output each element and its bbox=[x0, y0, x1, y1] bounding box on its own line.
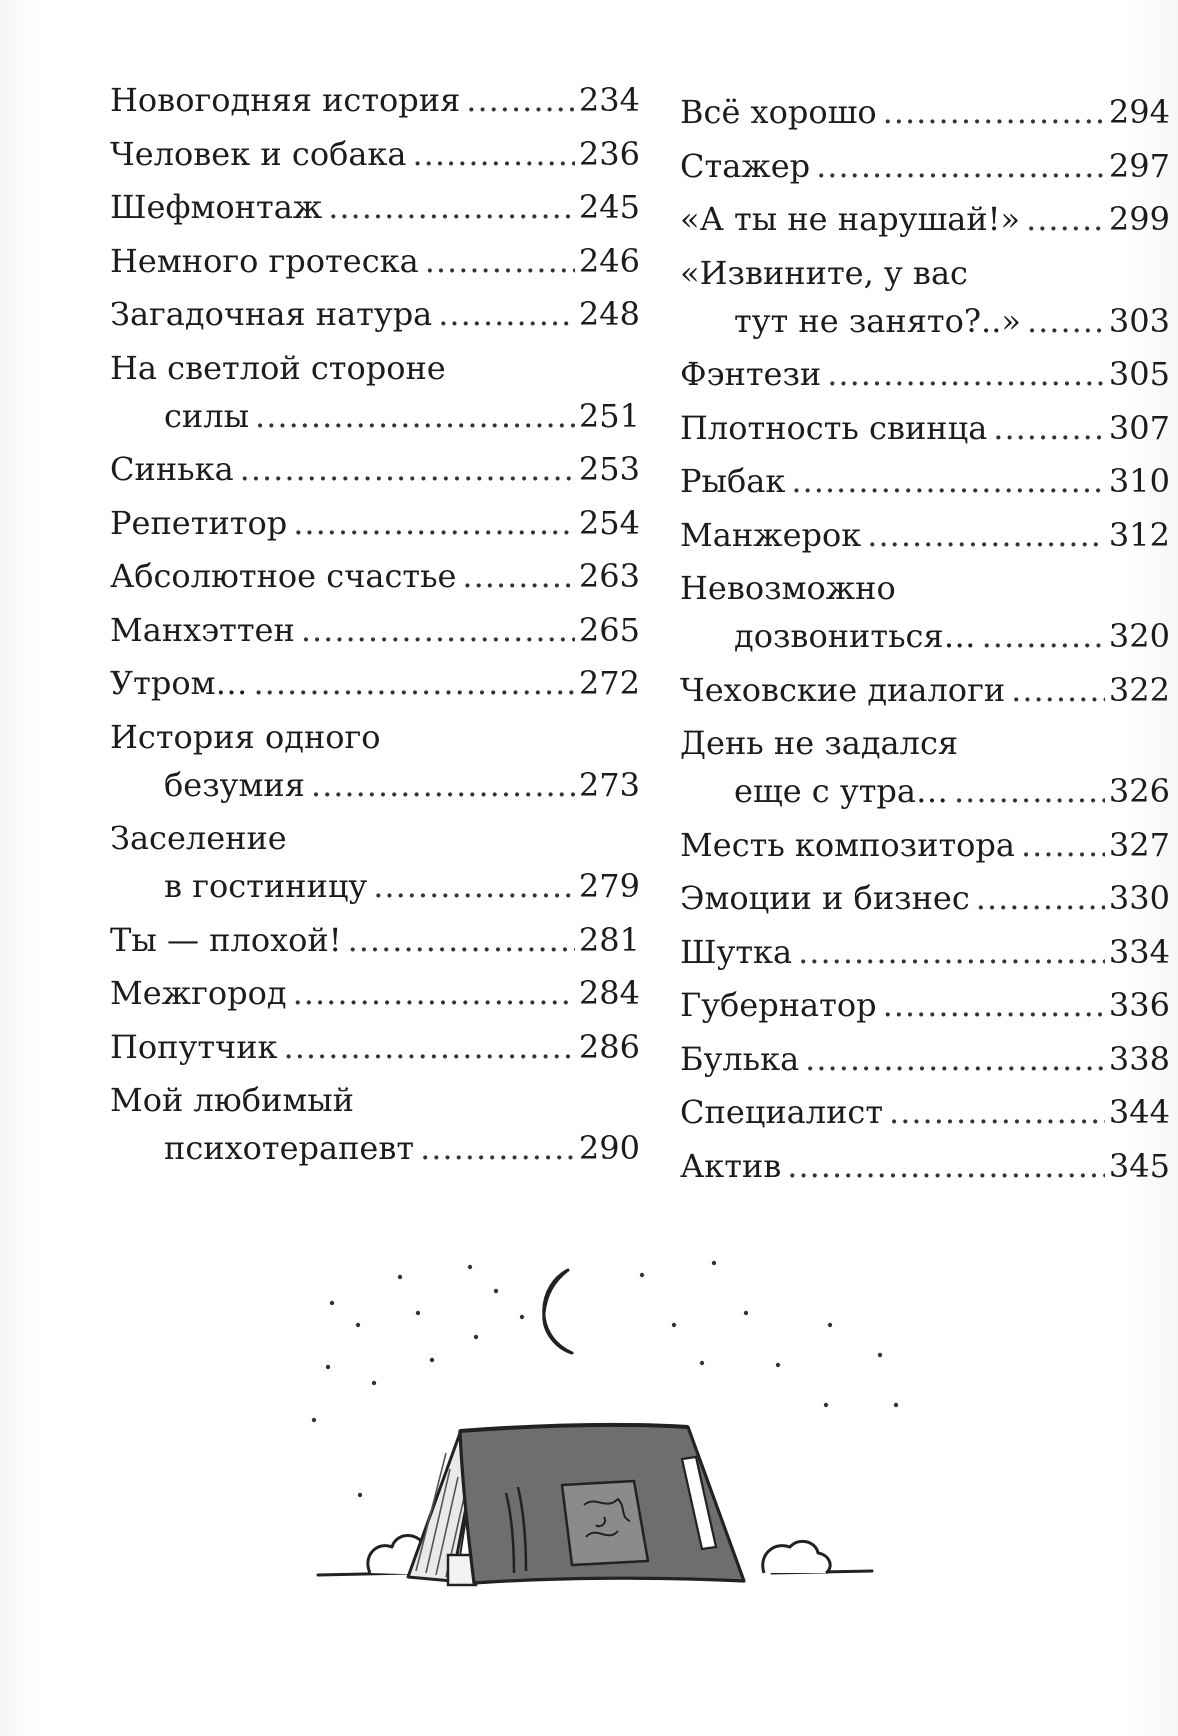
tent-book-icon bbox=[408, 1425, 744, 1585]
dot-leader bbox=[889, 1088, 1105, 1136]
toc-entry-page-number: 320 bbox=[1108, 617, 1170, 655]
toc-entry-row bbox=[680, 767, 1170, 815]
toc-entry-row bbox=[110, 76, 640, 124]
dot-leader bbox=[240, 445, 575, 493]
toc-entry-row bbox=[110, 1124, 640, 1172]
toc-entry-title: Фэнтези bbox=[680, 355, 822, 393]
toc-entry-row bbox=[680, 404, 1170, 452]
star-icon bbox=[430, 1358, 434, 1362]
toc-entry-title: «А ты не нарушай!» bbox=[680, 200, 1021, 238]
toc-entry-title-line1: История одного bbox=[110, 717, 381, 756]
dot-leader bbox=[293, 499, 575, 547]
star-icon bbox=[326, 1365, 330, 1369]
star-icon bbox=[356, 1323, 360, 1327]
toc-entry-row bbox=[680, 88, 1170, 136]
toc-entry-row bbox=[680, 874, 1170, 922]
toc-entry-row bbox=[110, 130, 640, 178]
toc-entry-row bbox=[680, 457, 1170, 505]
toc-entry-row bbox=[680, 142, 1170, 190]
toc-entry bbox=[110, 916, 640, 964]
dot-leader bbox=[1011, 666, 1105, 714]
toc-entry bbox=[680, 666, 1170, 714]
toc-entry-page-number: 322 bbox=[1108, 670, 1170, 709]
toc-entry-title: Чеховские диалоги bbox=[680, 670, 1006, 709]
toc-entry bbox=[110, 290, 640, 338]
toc-entry bbox=[680, 1088, 1170, 1136]
dot-leader bbox=[348, 916, 575, 964]
toc-entry-title: Репетитор bbox=[110, 503, 288, 542]
dot-leader bbox=[1026, 195, 1105, 243]
toc-entry-title: силы bbox=[164, 396, 250, 435]
star-icon bbox=[744, 1311, 748, 1315]
toc-entry bbox=[680, 511, 1170, 559]
toc-entry-row bbox=[110, 445, 640, 493]
dot-leader bbox=[413, 130, 575, 178]
toc-entry-title: Губернатор bbox=[680, 986, 877, 1024]
star-icon bbox=[672, 1323, 676, 1327]
toc-entry-page-number: 248 bbox=[578, 295, 640, 333]
toc-entry-row bbox=[110, 916, 640, 964]
dot-leader bbox=[883, 981, 1105, 1029]
toc-entry-title-line1: «Извините, у вас bbox=[680, 253, 968, 292]
toc-entry-title: Загадочная натура bbox=[110, 295, 433, 333]
toc-entry-row bbox=[680, 981, 1170, 1029]
toc-entry-title-line1: Заселение bbox=[110, 819, 287, 857]
toc-entry-row bbox=[110, 659, 640, 707]
dot-leader bbox=[1027, 297, 1105, 345]
toc-entry bbox=[680, 195, 1170, 243]
toc-entry-page-number: 286 bbox=[578, 1027, 640, 1066]
toc-entry-page-number: 253 bbox=[578, 450, 640, 488]
toc-entry-row bbox=[110, 183, 640, 231]
dot-leader bbox=[328, 183, 575, 231]
toc-entry-title: Стажер bbox=[680, 146, 811, 185]
toc-entry-row bbox=[110, 969, 640, 1017]
dot-leader bbox=[311, 761, 575, 809]
toc-entry-page-number: 254 bbox=[578, 503, 640, 542]
toc-entry bbox=[680, 981, 1170, 1029]
toc-entry-row bbox=[680, 928, 1170, 976]
toc-right-column bbox=[680, 88, 1170, 1195]
star-icon bbox=[878, 1353, 882, 1357]
toc-entry-title: еще с утра… bbox=[734, 772, 948, 810]
toc-entry-page-number: 245 bbox=[578, 188, 640, 226]
toc-entry bbox=[680, 457, 1170, 505]
toc-entry-title-line1: Невозможно bbox=[680, 569, 896, 607]
toc-entry bbox=[110, 713, 640, 809]
dot-leader bbox=[253, 659, 574, 707]
toc-entry bbox=[680, 88, 1170, 136]
toc-entry-title: безумия bbox=[164, 765, 305, 804]
toc-entry-row bbox=[110, 1023, 640, 1071]
toc-entry bbox=[110, 969, 640, 1017]
toc-entry-row bbox=[110, 552, 640, 600]
star-icon bbox=[474, 1335, 478, 1339]
toc-entry bbox=[680, 249, 1170, 345]
dot-leader bbox=[462, 552, 575, 600]
toc-entry-page-number: 307 bbox=[1108, 408, 1170, 447]
toc-entry-row bbox=[680, 195, 1170, 243]
star-icon bbox=[416, 1311, 420, 1315]
toc-entry-row bbox=[110, 761, 640, 809]
toc-entry-page-number: 327 bbox=[1108, 825, 1170, 864]
toc-entry-page-number: 273 bbox=[578, 765, 640, 804]
toc-entry-title: Синька bbox=[110, 450, 234, 488]
bush-icon bbox=[763, 1541, 830, 1573]
toc-entry bbox=[680, 404, 1170, 452]
toc-entry-title: Ты — плохой! bbox=[110, 920, 342, 959]
dot-leader bbox=[816, 142, 1105, 190]
toc-entry-title: Абсолютное счастье bbox=[110, 557, 457, 595]
moon-icon bbox=[544, 1270, 572, 1353]
toc-entry-row bbox=[680, 511, 1170, 559]
toc-entry-title: Эмоции и бизнес bbox=[680, 879, 970, 917]
toc-entry-page-number: 305 bbox=[1108, 355, 1170, 393]
toc-entry-row bbox=[680, 612, 1170, 660]
star-icon bbox=[828, 1323, 832, 1327]
toc-entry-row bbox=[680, 666, 1170, 714]
dot-leader bbox=[993, 404, 1105, 452]
toc-entry bbox=[680, 350, 1170, 398]
toc-entry bbox=[110, 183, 640, 231]
toc-entry bbox=[110, 344, 640, 440]
toc-entry bbox=[110, 76, 640, 124]
toc-entry-page-number: 312 bbox=[1108, 515, 1170, 554]
dot-leader bbox=[827, 350, 1105, 398]
star-icon bbox=[824, 1403, 828, 1407]
toc-entry-page-number: 294 bbox=[1108, 93, 1170, 131]
toc-entry-page-number: 303 bbox=[1108, 301, 1170, 340]
toc-entry-title-line1: День не задался bbox=[680, 724, 959, 762]
star-icon bbox=[372, 1381, 376, 1385]
dot-leader bbox=[373, 862, 575, 910]
dot-leader bbox=[883, 88, 1105, 136]
toc-entry bbox=[110, 499, 640, 547]
dot-leader bbox=[420, 1124, 575, 1172]
toc-entry-title: тут не занято?..» bbox=[734, 301, 1021, 340]
toc-entry-page-number: 246 bbox=[578, 241, 640, 280]
toc-entry bbox=[110, 1076, 640, 1172]
toc-entry-title: Специалист bbox=[680, 1093, 884, 1131]
toc-entry-title: Попутчик bbox=[110, 1027, 278, 1066]
dot-leader bbox=[976, 874, 1105, 922]
toc-entry-row bbox=[680, 297, 1170, 345]
toc-entry bbox=[110, 659, 640, 707]
dot-leader bbox=[438, 290, 575, 338]
dot-leader bbox=[301, 606, 575, 654]
toc-entry-row bbox=[110, 606, 640, 654]
star-icon bbox=[776, 1363, 780, 1367]
toc-entry-title: Человек и собака bbox=[110, 134, 407, 173]
star-icon bbox=[330, 1301, 334, 1305]
dot-leader bbox=[954, 767, 1105, 815]
toc-entry-page-number: 263 bbox=[578, 557, 640, 595]
dot-leader bbox=[805, 1035, 1105, 1083]
toc-entry-page-number: 345 bbox=[1108, 1146, 1170, 1185]
dot-leader bbox=[466, 76, 575, 124]
star-icon bbox=[712, 1261, 716, 1265]
star-icon bbox=[894, 1403, 898, 1407]
dot-leader bbox=[293, 969, 575, 1017]
toc-entry-row bbox=[680, 821, 1170, 869]
toc-entry-title: Шутка bbox=[680, 932, 793, 971]
toc-entry-title: Актив bbox=[680, 1146, 782, 1185]
toc-entry-page-number: 297 bbox=[1108, 146, 1170, 185]
toc-entry-row bbox=[680, 1088, 1170, 1136]
toc-entry-title: Плотность свинца bbox=[680, 408, 988, 447]
toc-entry-page-number: 236 bbox=[578, 134, 640, 173]
toc-entry-title: Манжерок bbox=[680, 515, 862, 554]
toc-entry-page-number: 338 bbox=[1108, 1039, 1170, 1078]
toc-entry-title: Булька bbox=[680, 1039, 800, 1078]
toc-entry-title: Всё хорошо bbox=[680, 93, 877, 131]
toc-entry-title: Немного гротеска bbox=[110, 241, 419, 280]
toc-entry-row bbox=[110, 499, 640, 547]
toc-entry-title: Утром… bbox=[110, 664, 248, 702]
toc-entry-row bbox=[110, 392, 640, 440]
toc-entry-title: Межгород bbox=[110, 974, 287, 1012]
toc-entry-title: психотерапевт bbox=[164, 1129, 415, 1167]
toc-entry-row bbox=[680, 1035, 1170, 1083]
toc-entry-page-number: 344 bbox=[1108, 1093, 1170, 1131]
toc-entry-page-number: 281 bbox=[578, 920, 640, 959]
toc-entry bbox=[680, 874, 1170, 922]
toc-entry-title: Месть композитора bbox=[680, 825, 1015, 864]
toc-entry-page-number: 326 bbox=[1108, 772, 1170, 810]
toc-entry-page-number: 330 bbox=[1108, 879, 1170, 917]
dot-leader bbox=[787, 1142, 1105, 1190]
toc-entry-page-number: 279 bbox=[578, 867, 640, 905]
toc-entry-page-number: 284 bbox=[578, 974, 640, 1012]
dot-leader bbox=[1021, 821, 1105, 869]
toc-entry-page-number: 334 bbox=[1108, 932, 1170, 971]
star-icon bbox=[700, 1361, 704, 1365]
dot-leader bbox=[798, 928, 1105, 976]
dot-leader bbox=[284, 1023, 575, 1071]
star-icon bbox=[468, 1265, 472, 1269]
dot-leader bbox=[425, 237, 575, 285]
toc-entry-page-number: 234 bbox=[578, 81, 640, 119]
toc-entry-title: дозвониться… bbox=[734, 617, 976, 655]
toc-entry-row bbox=[110, 862, 640, 910]
toc-entry bbox=[680, 142, 1170, 190]
toc-entry bbox=[110, 445, 640, 493]
toc-entry-title: Шефмонтаж bbox=[110, 188, 323, 226]
dot-leader bbox=[791, 457, 1105, 505]
toc-entry-page-number: 299 bbox=[1108, 200, 1170, 238]
toc-left-column bbox=[110, 76, 640, 1178]
dot-leader bbox=[255, 392, 575, 440]
toc-entry-page-number: 310 bbox=[1108, 462, 1170, 500]
toc-entry bbox=[680, 821, 1170, 869]
toc-entry-row bbox=[110, 290, 640, 338]
star-icon bbox=[398, 1275, 402, 1279]
toc-entry-page-number: 290 bbox=[578, 1129, 640, 1167]
toc-entry bbox=[680, 1142, 1170, 1190]
toc-entry-page-number: 272 bbox=[578, 664, 640, 702]
night-tent-illustration bbox=[300, 1255, 930, 1635]
star-icon bbox=[494, 1289, 498, 1293]
toc-entry-title-line1: Мой любимый bbox=[110, 1081, 354, 1119]
toc-entry-page-number: 336 bbox=[1108, 986, 1170, 1024]
toc-entry bbox=[110, 130, 640, 178]
toc-entry bbox=[680, 1035, 1170, 1083]
toc-entry-page-number: 265 bbox=[578, 610, 640, 649]
toc-entry bbox=[110, 237, 640, 285]
star-icon bbox=[312, 1418, 316, 1422]
toc-entry-title: в гостиницу bbox=[164, 867, 368, 905]
star-icon bbox=[358, 1493, 362, 1497]
toc-entry bbox=[110, 814, 640, 910]
toc-entry-page-number: 251 bbox=[578, 396, 640, 435]
toc-entry-row bbox=[680, 1142, 1170, 1190]
toc-entry bbox=[110, 606, 640, 654]
star-icon bbox=[640, 1273, 644, 1277]
toc-entry-title: Манхэттен bbox=[110, 610, 295, 649]
star-icon bbox=[520, 1315, 524, 1319]
toc-entry bbox=[680, 719, 1170, 815]
toc-entry bbox=[680, 564, 1170, 660]
toc-entry bbox=[680, 928, 1170, 976]
toc-entry-title-line1: На светлой стороне bbox=[110, 348, 446, 387]
toc-entry bbox=[110, 552, 640, 600]
toc-entry-title: Новогодняя история bbox=[110, 81, 461, 119]
toc-entry bbox=[110, 1023, 640, 1071]
toc-entry-title: Рыбак bbox=[680, 462, 786, 500]
toc-entry-row bbox=[110, 237, 640, 285]
toc-entry-row bbox=[680, 350, 1170, 398]
dot-leader bbox=[867, 511, 1105, 559]
dot-leader bbox=[982, 612, 1105, 660]
